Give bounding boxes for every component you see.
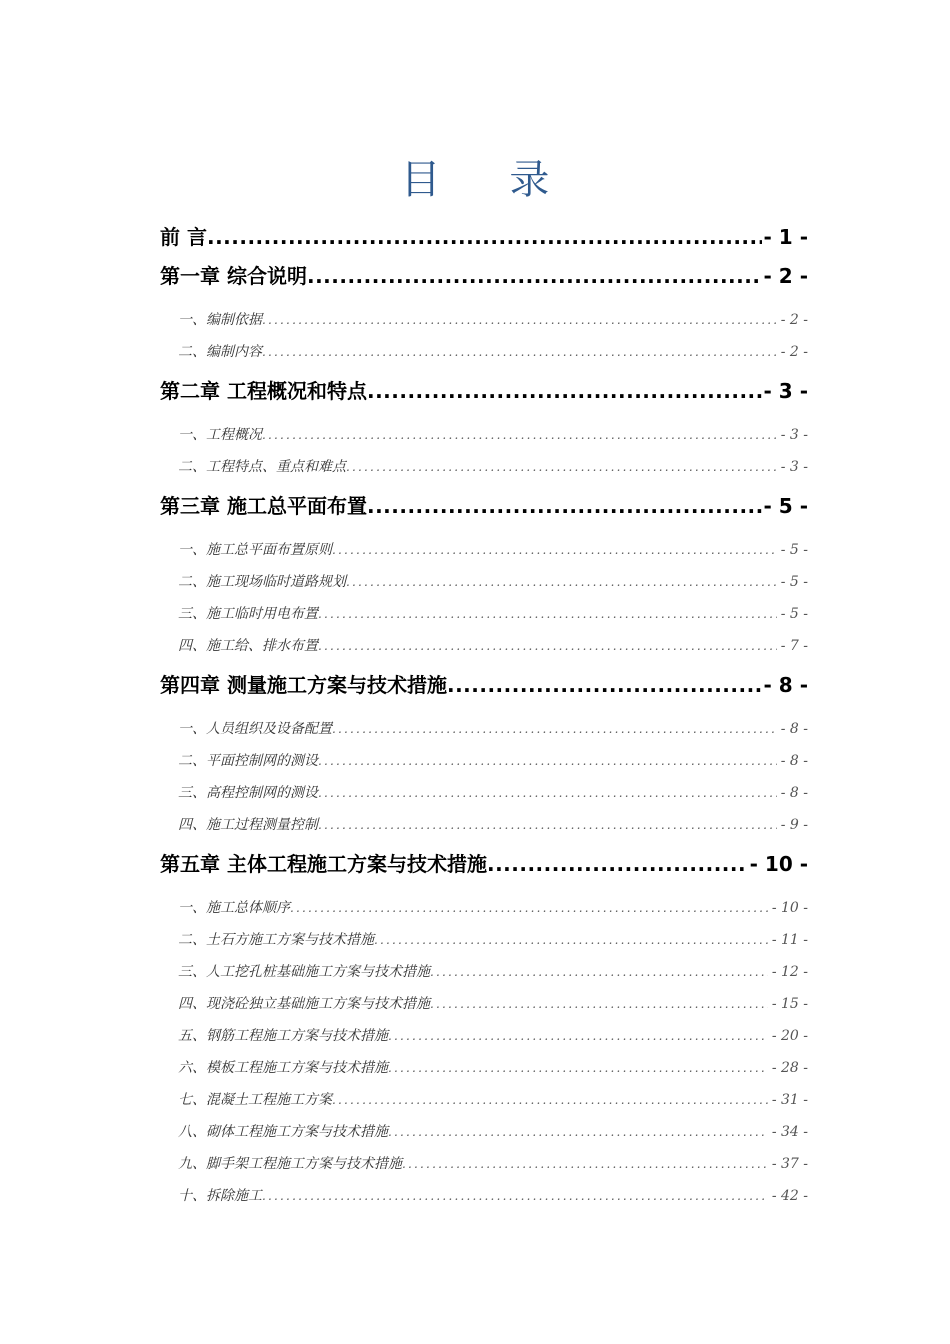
toc-entry-page: - 5 - [780, 574, 808, 590]
toc-entry-section[interactable] [160, 750, 808, 772]
toc-entry-section[interactable] [160, 424, 808, 446]
toc-entry-section[interactable] [160, 718, 808, 740]
leader-dots [447, 670, 762, 700]
leader-dots [318, 750, 777, 772]
toc-title: 目 录 [400, 157, 578, 203]
toc-entry-section[interactable] [160, 929, 808, 951]
toc-entry-page: - 9 - [780, 817, 808, 833]
toc-entry-text: 二、施工现场临时道路规划 [178, 574, 346, 590]
leader-dots [430, 961, 768, 983]
toc-entry-section[interactable] [160, 961, 808, 983]
leader-dots [332, 1089, 768, 1111]
leader-dots [367, 376, 762, 406]
toc-entry-text: 二、土石方施工方案与技术措施 [178, 932, 374, 948]
leader-dots [332, 718, 777, 740]
toc-entry-text: 八、砌体工程施工方案与技术措施 [178, 1124, 388, 1140]
toc-entry-chapter[interactable] [160, 849, 808, 879]
toc-entry-section[interactable] [160, 782, 808, 804]
toc-entry-text: 四、施工过程测量控制 [178, 817, 318, 833]
toc-entry-text: 第四章 测量施工方案与技术措施 [160, 673, 447, 697]
toc-entry-page: - 20 - [771, 1028, 808, 1044]
leader-dots [402, 1153, 768, 1175]
toc-entry-text: 一、人员组织及设备配置 [178, 721, 332, 737]
leader-dots [262, 341, 777, 363]
toc-entry-text: 第二章 工程概况和特点 [160, 379, 367, 403]
toc-entry-page: - 2 - [763, 264, 808, 288]
toc-entry-text: 二、编制内容 [178, 344, 262, 360]
leader-dots [487, 849, 748, 879]
toc-entry-text: 第三章 施工总平面布置 [160, 494, 367, 518]
toc-entry-page: - 5 - [763, 494, 808, 518]
toc-entry-section[interactable] [160, 635, 808, 657]
toc-entry-page: - 10 - [749, 852, 808, 876]
leader-dots [318, 782, 777, 804]
toc-entry-section[interactable] [160, 309, 808, 331]
toc-entry-chapter[interactable] [160, 376, 808, 406]
toc-entry-section[interactable] [160, 603, 808, 625]
leader-dots [367, 491, 762, 521]
leader-dots [318, 814, 777, 836]
toc-entry-page: - 3 - [780, 427, 808, 443]
toc-entry-page: - 8 - [780, 785, 808, 801]
toc-entry-page: - 8 - [780, 753, 808, 769]
toc-entry-page: - 10 - [771, 900, 808, 916]
leader-dots [318, 635, 777, 657]
toc-entry-page: - 28 - [771, 1060, 808, 1076]
toc-entry-text: 三、高程控制网的测设 [178, 785, 318, 801]
leader-dots [262, 309, 777, 331]
toc-entry-text: 四、施工给、排水布置 [178, 638, 318, 654]
toc-entry-section[interactable] [160, 571, 808, 593]
toc-entry-text: 二、平面控制网的测设 [178, 753, 318, 769]
toc-entry-page: - 2 - [780, 344, 808, 360]
toc-entry-page: - 8 - [763, 673, 808, 697]
toc-entry-text: 十、拆除施工 [178, 1188, 262, 1204]
toc-entry-page: - 34 - [771, 1124, 808, 1140]
toc-entry-page: - 37 - [771, 1156, 808, 1172]
toc-entry-chapter[interactable] [160, 670, 808, 700]
toc-entry-page: - 5 - [780, 606, 808, 622]
leader-dots [262, 424, 777, 446]
toc-entry-text: 一、施工总平面布置原则 [178, 542, 332, 558]
toc-entry-chapter[interactable] [160, 261, 808, 291]
toc-entry-text: 第五章 主体工程施工方案与技术措施 [160, 852, 487, 876]
leader-dots [332, 539, 777, 561]
leader-dots [290, 897, 768, 919]
leader-dots [318, 603, 777, 625]
toc-entry-section[interactable] [160, 1153, 808, 1175]
toc-entry-text: 七、混凝土工程施工方案 [178, 1092, 332, 1108]
toc-entry-section[interactable] [160, 1185, 808, 1207]
toc-entry-text: 一、工程概况 [178, 427, 262, 443]
toc-entry-section[interactable] [160, 1057, 808, 1079]
toc-entry-page: - 42 - [771, 1188, 808, 1204]
toc-entry-page: - 7 - [780, 638, 808, 654]
toc-entry-section[interactable] [160, 897, 808, 919]
toc-entry-page: - 3 - [763, 379, 808, 403]
toc-entry-text: 六、模板工程施工方案与技术措施 [178, 1060, 388, 1076]
toc-entry-section[interactable] [160, 1089, 808, 1111]
toc-entry-section[interactable] [160, 1121, 808, 1143]
toc-entry-section[interactable] [160, 993, 808, 1015]
leader-dots [307, 261, 762, 291]
leader-dots [346, 456, 777, 478]
toc-entry-section[interactable] [160, 456, 808, 478]
toc-entry-text: 二、工程特点、重点和难点 [178, 459, 346, 475]
toc-entry-page: - 12 - [771, 964, 808, 980]
toc-entry-text: 五、钢筋工程施工方案与技术措施 [178, 1028, 388, 1044]
toc-entry-section[interactable] [160, 341, 808, 363]
toc-entry-page: - 1 - [763, 225, 808, 249]
toc-entry-text: 三、人工挖孔桩基础施工方案与技术措施 [178, 964, 430, 980]
leader-dots [388, 1057, 768, 1079]
toc-entry-page: - 8 - [780, 721, 808, 737]
toc-entry-page: - 31 - [771, 1092, 808, 1108]
leader-dots [262, 1185, 768, 1207]
leader-dots [388, 1121, 768, 1143]
leader-dots [374, 929, 768, 951]
toc-entry-section[interactable] [160, 539, 808, 561]
leader-dots [430, 993, 768, 1015]
toc-entry-text: 四、现浇砼独立基础施工方案与技术措施 [178, 996, 430, 1012]
toc-entry-page: - 3 - [780, 459, 808, 475]
toc-entry-chapter[interactable] [160, 491, 808, 521]
toc-entry-page: - 15 - [771, 996, 808, 1012]
toc-entry-text: 一、施工总体顺序 [178, 900, 290, 916]
toc-entry-text: 九、脚手架工程施工方案与技术措施 [178, 1156, 402, 1172]
toc-entry-section[interactable] [160, 1025, 808, 1047]
leader-dots [346, 571, 777, 593]
toc-entry-page: - 5 - [780, 542, 808, 558]
toc-entry-text: 三、施工临时用电布置 [178, 606, 318, 622]
toc-entry-text: 前 言 [160, 225, 207, 249]
toc-entry-chapter[interactable] [160, 222, 808, 252]
toc-entry-text: 第一章 综合说明 [160, 264, 307, 288]
toc-entry-page: - 11 - [771, 932, 808, 948]
leader-dots [207, 222, 762, 252]
toc-entry-page: - 2 - [780, 312, 808, 328]
toc-entry-section[interactable] [160, 814, 808, 836]
leader-dots [388, 1025, 768, 1047]
toc-entry-text: 一、编制依据 [178, 312, 262, 328]
